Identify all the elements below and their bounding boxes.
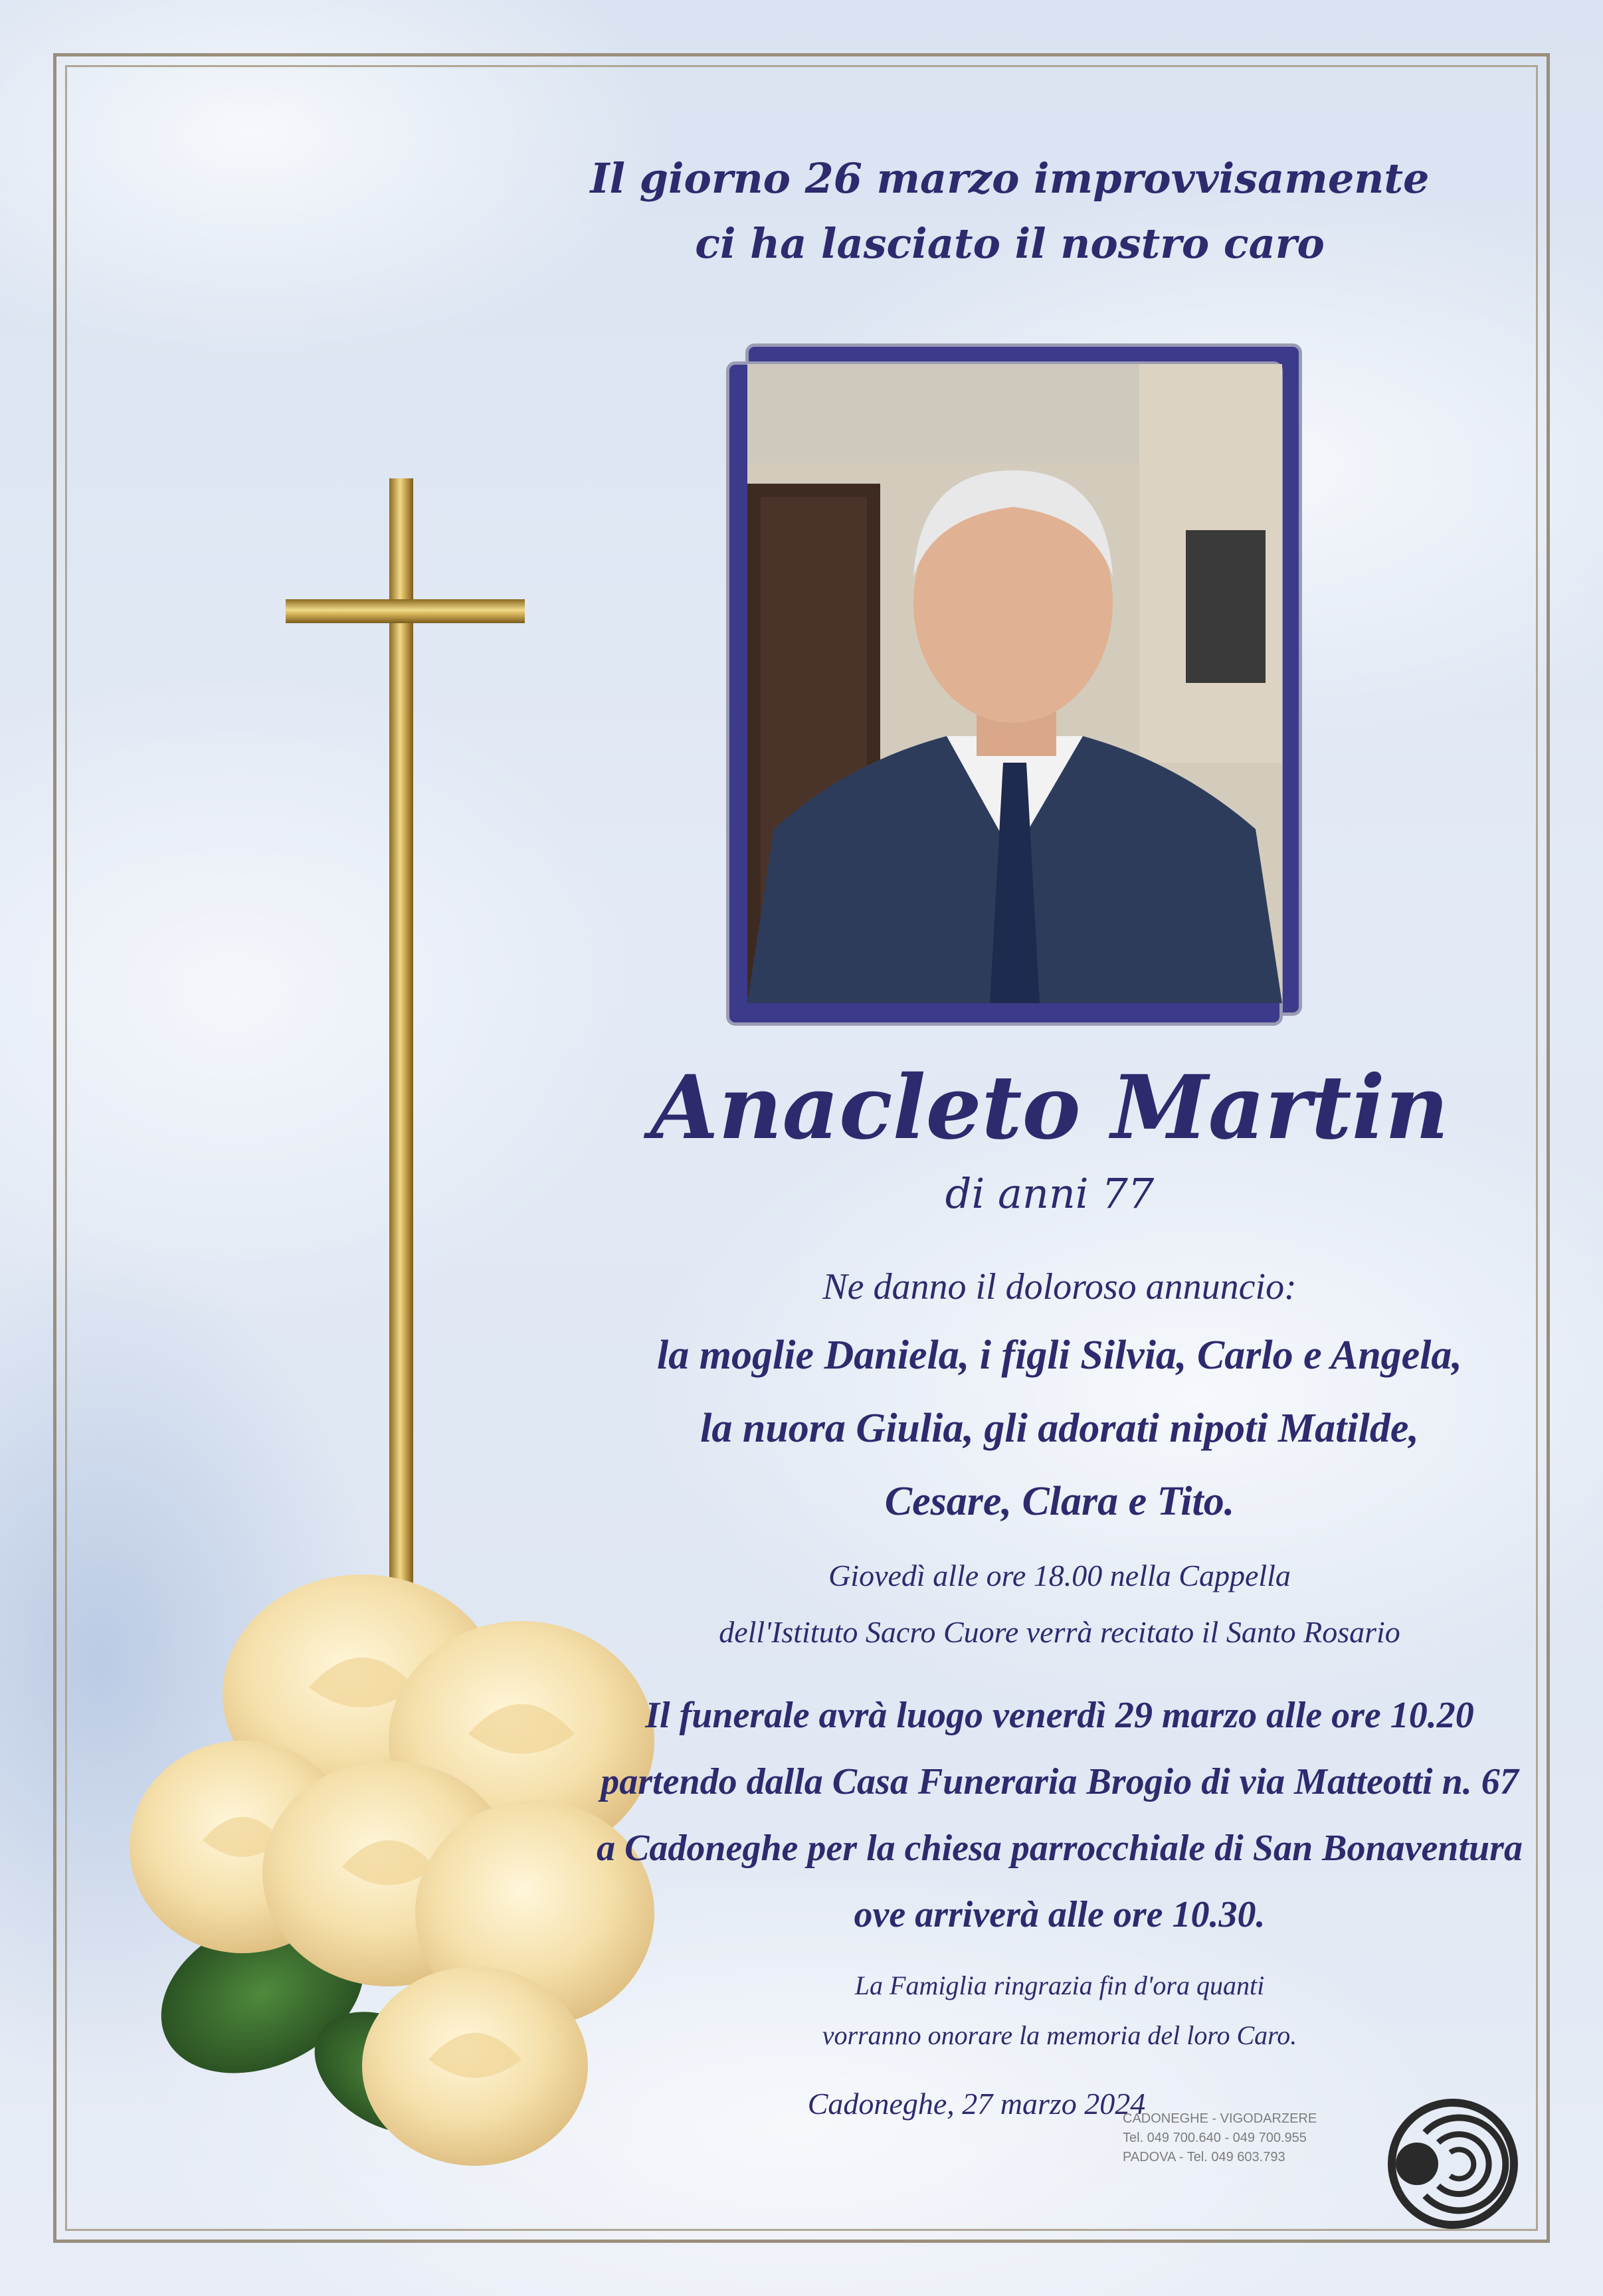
agency-line-1: CADONEGHE - VIGODARZERE <box>1123 2111 1317 2126</box>
funeral-line-4: ove arriverà alle ore 10.30. <box>854 1894 1266 1935</box>
rosary-line-2: dell'Istituto Sacro Cuore verrà recitato il Santo Rosario <box>719 1615 1400 1649</box>
cross-icon <box>279 472 538 1601</box>
agency-line-2: Tel. 049 700.640 - 049 700.955 <box>1123 2131 1307 2145</box>
family-line-1: la moglie Daniela, i figli Silvia, Carlo e Angela, <box>657 1333 1462 1378</box>
rosary-line-1: Giovedì alle ore 18.00 nella Cappella <box>828 1559 1291 1592</box>
portrait-photo <box>747 364 1282 1003</box>
funeral-line-2: partendo dalla Casa Funeraria Brogio di via Matteotti n. 67 <box>601 1761 1519 1802</box>
place-date: Cadoneghe, 27 marzo 2024 <box>807 2087 1146 2121</box>
funeral-line-1: Il funerale avrà luogo venerdì 29 marzo alle ore 10.20 <box>645 1695 1474 1736</box>
agency-line-3: PADOVA - Tel. 049 603.793 <box>1123 2150 1285 2164</box>
family-line-2: la nuora Giulia, gli adorati nipoti Matilde, <box>700 1406 1419 1451</box>
deceased-name: Anacleto Martin <box>650 1056 1449 1159</box>
agency-logo-icon <box>1385 2096 1521 2232</box>
announcement: Ne danno il doloroso annuncio: <box>822 1266 1297 1307</box>
deceased-age: di anni 77 <box>945 1169 1155 1218</box>
intro-line-2: ci ha lasciato il nostro caro <box>695 219 1325 268</box>
intro-line-1: Il giorno 26 marzo improvvisamente <box>590 154 1430 203</box>
thanks-line-2: vorranno onorare la memoria del loro Caro. <box>822 2020 1297 2050</box>
family-line-3: Cesare, Clara e Tito. <box>884 1479 1235 1524</box>
funeral-line-3: a Cadoneghe per la chiesa parrocchiale di San Bonaventura <box>597 1828 1523 1869</box>
agency-contacts <box>1123 2109 1317 2167</box>
thanks-line-1: La Famiglia ringrazia fin d'ora quanti <box>854 1970 1265 2000</box>
